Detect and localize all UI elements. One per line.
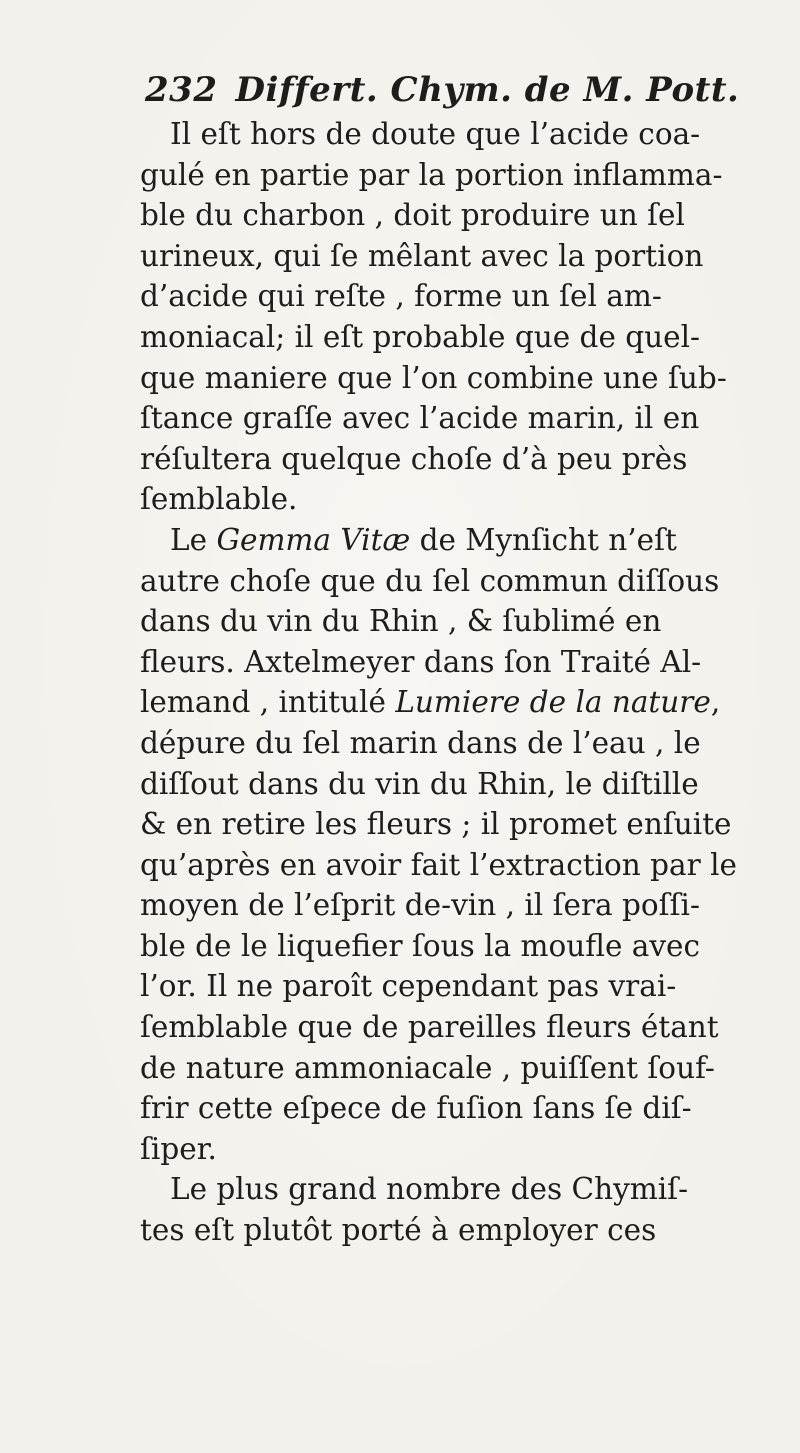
text-line <box>140 642 745 683</box>
text-run: l’or. Il ne paroît cependant pas vrai- <box>140 969 677 1004</box>
text-run: Le <box>170 522 217 557</box>
text-line <box>140 561 745 602</box>
text-line <box>140 520 745 561</box>
text-run: ble de le liquefier ſous la moufle avec <box>140 928 701 963</box>
text-run: réſultera quelque choſe d’à peu près <box>140 441 688 476</box>
text-run: moyen de l’eſprit de-vin , il ſera poſſi- <box>140 888 700 923</box>
text-run: d’acide qui reſte , forme un ſel am- <box>140 279 662 314</box>
text-run: & en retire les fleurs ; il promet enſuite <box>140 807 732 842</box>
text-run: ſtance graſſe avec l’acide marin, il en <box>140 401 700 436</box>
text-run: de Mynſicht n’eſt <box>410 522 677 557</box>
text-run: moniacal; il eſt probable que de quel- <box>140 319 701 354</box>
text-run: ſiper. <box>140 1131 217 1166</box>
page-number: 232 <box>145 70 218 110</box>
text-line <box>140 926 745 967</box>
running-title: Differt. Chym. de M. Pott. <box>235 70 740 110</box>
text-line <box>140 966 745 1007</box>
italic-text: Lumiere de la nature <box>395 685 711 720</box>
text-line <box>140 682 745 723</box>
text-run: Il eſt hors de doute que l’acide coa- <box>170 117 701 151</box>
text-line <box>140 601 745 642</box>
text-run: fleurs. Axtelmeyer dans ſon Traité Al- <box>140 644 702 679</box>
text-run: autre choſe que du ſel commun diſſous <box>140 563 720 598</box>
text-line <box>140 1169 745 1210</box>
text-line <box>140 723 745 764</box>
text-line <box>140 1007 745 1048</box>
text-run: urineux, qui ſe mêlant avec la portion <box>140 238 704 273</box>
running-header <box>145 70 740 110</box>
text-run: dépure du ſel marin dans de l’eau , le <box>140 725 701 760</box>
text-line <box>140 439 745 480</box>
text-run: de nature ammoniacale , puiſſent ſouf- <box>140 1050 715 1085</box>
text-line <box>140 1129 745 1170</box>
text-run: ſemblable. <box>140 482 298 517</box>
text-line <box>140 114 745 155</box>
text-line <box>140 845 745 886</box>
text-run: tes eſt plutôt porté à employer ces <box>140 1213 657 1248</box>
text-line <box>140 885 745 926</box>
text-run: lemand , intitulé <box>140 685 396 720</box>
text-run: gulé en partie par la portion inflamma- <box>140 157 723 192</box>
text-run: ſemblable que de pareilles fleurs étant <box>140 1010 719 1045</box>
text-line <box>140 155 745 196</box>
text-run: dans du vin du Rhin , & ſublimé en <box>140 604 662 639</box>
text-line <box>140 479 745 520</box>
text-run: diſſout dans du vin du Rhin, le diſtille <box>140 766 699 801</box>
text-line <box>140 317 745 358</box>
body-text <box>140 114 745 1251</box>
text-line <box>140 1048 745 1089</box>
text-line <box>140 276 745 317</box>
text-line <box>140 358 745 399</box>
text-run: Le plus grand nombre des Chymiſ- <box>170 1172 689 1207</box>
text-line <box>140 764 745 805</box>
text-run: qu’après en avoir fait l’extraction par le <box>140 847 737 882</box>
text-run: frir cette eſpece de fuſion ſans ſe diſ- <box>140 1091 692 1126</box>
text-line <box>140 236 745 277</box>
text-run: , <box>710 685 721 720</box>
text-line <box>140 398 745 439</box>
text-line <box>140 1088 745 1129</box>
text-run: que maniere que l’on combine une ſub- <box>140 360 727 395</box>
text-run: ble du charbon , doit produire un ſel <box>140 198 685 233</box>
italic-text: Gemma Vitæ <box>216 522 411 557</box>
text-line <box>140 804 745 845</box>
text-line <box>140 195 745 236</box>
text-line <box>140 1210 745 1251</box>
